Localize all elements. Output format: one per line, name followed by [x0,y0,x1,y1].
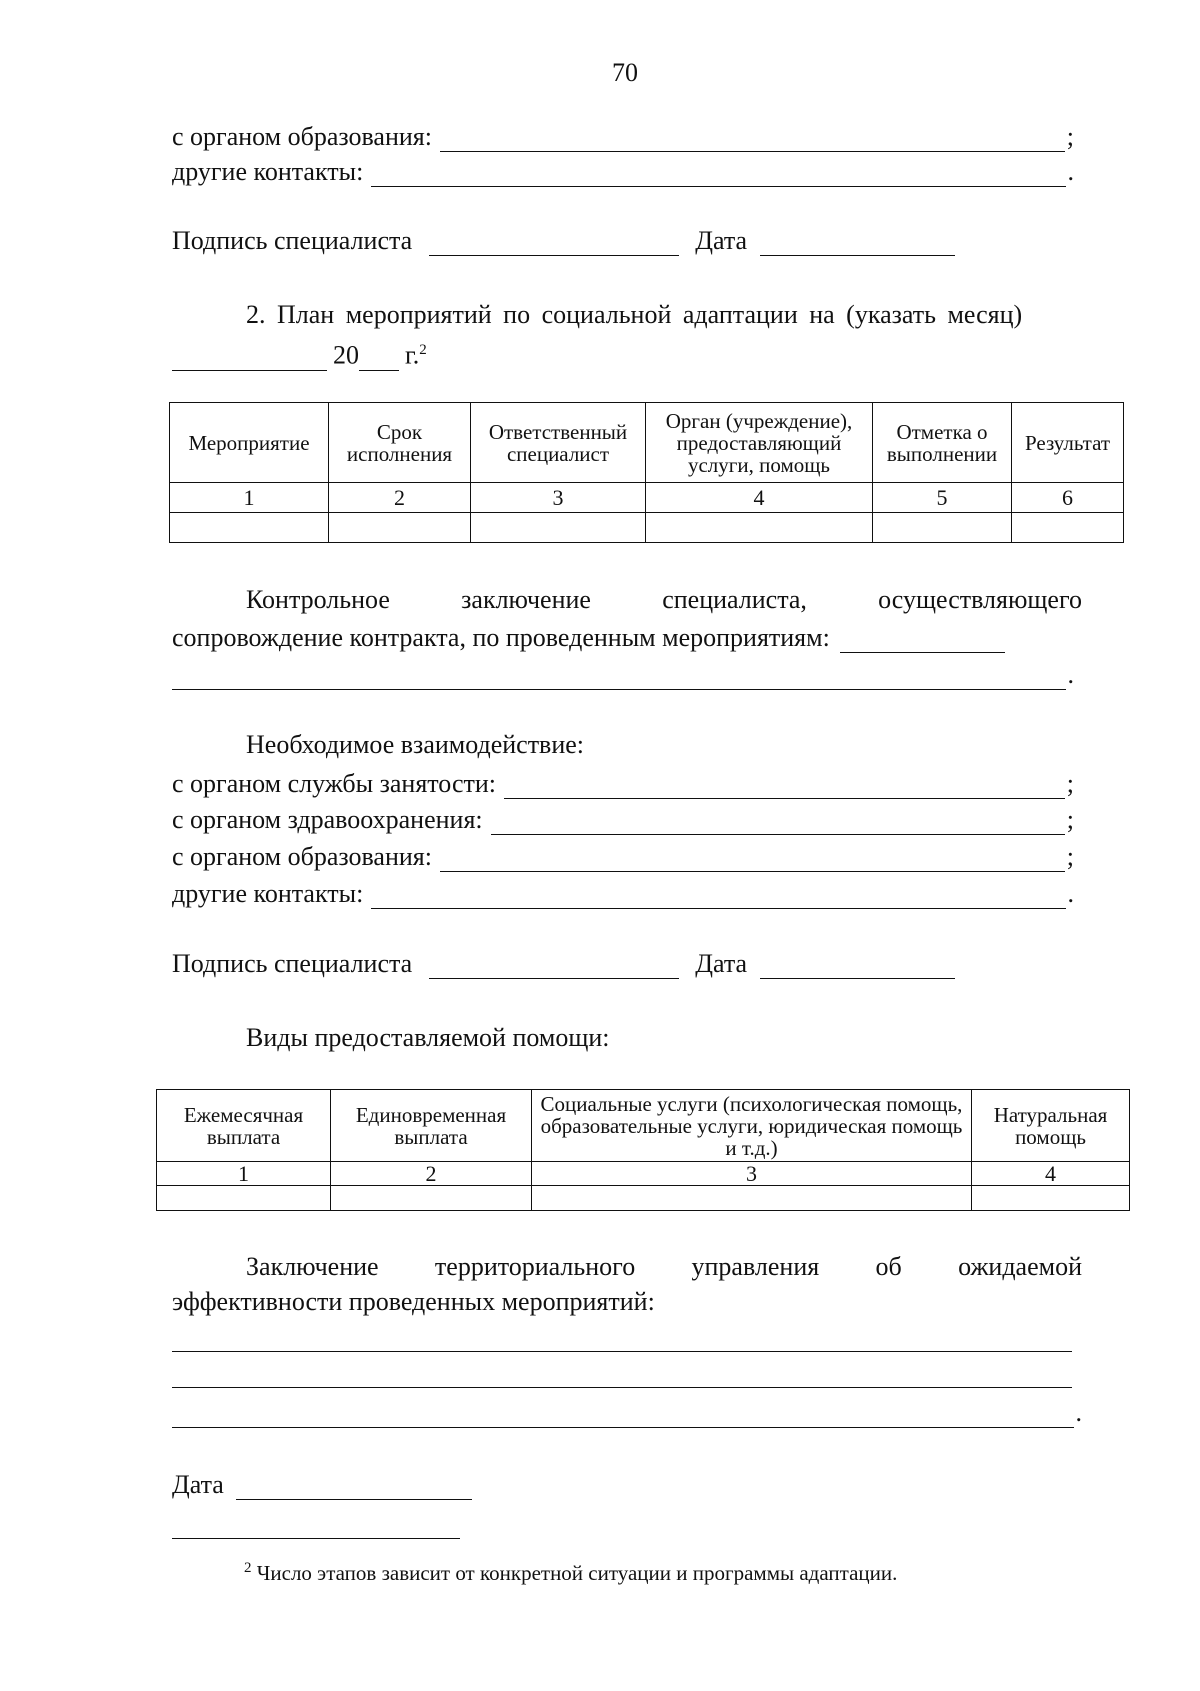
education-contact-field[interactable] [440,127,1065,152]
interaction-label: с органом службы занятости: [172,769,496,798]
other-contacts-line [172,157,1074,187]
date-field[interactable] [236,1475,472,1500]
table-cell[interactable] [1012,513,1124,543]
header-cell: Натуральная помощь [972,1090,1130,1162]
footnote [244,1553,897,1588]
punctuation: . [1067,879,1074,908]
control-conclusion-line1: Контрольное заключение специалиста, осуществляющего [246,585,1082,614]
other-contacts-label: другие контакты: [172,157,364,186]
number-cell: 4 [646,483,873,513]
plan-heading: 2. План мероприятий по социальной адаптации на (указать месяц) [246,300,1023,329]
header-cell: Отметка о выполнении [873,403,1012,483]
conclusion-field-1[interactable] [172,1351,1072,1352]
table-cell[interactable] [329,513,471,543]
punctuation: ; [1066,805,1074,834]
year-field[interactable] [359,346,399,371]
number-cell: 1 [170,483,329,513]
interaction-label: с органом образования: [172,842,432,871]
signature-label: Подпись специалиста [172,226,413,255]
conclusion-field-2[interactable] [172,1387,1072,1388]
month-field[interactable] [172,346,327,371]
signature-field[interactable] [429,954,679,979]
control-conclusion-line3 [172,660,1074,690]
punctuation: . [1067,660,1074,689]
date-field[interactable] [760,231,955,256]
table-number-row [157,1162,1130,1186]
footnote-text: Число этапов зависит от конкретной ситуации и программы адаптации. [256,1561,898,1585]
number-cell: 3 [532,1162,972,1186]
interaction-field[interactable] [504,774,1065,799]
territorial-conclusion-line1: Заключение территориального управления об ожидаемой [246,1252,1082,1281]
table-number-row [170,483,1124,513]
header-cell: Срок исполнения [329,403,471,483]
control-conclusion-field-2[interactable] [172,665,1066,690]
header-cell: Мероприятие [170,403,329,483]
table-cell[interactable] [331,1186,532,1211]
conclusion-line-3 [172,1398,1082,1428]
header-cell: Результат [1012,403,1124,483]
footnote-mark: 2 [244,1560,252,1576]
signature-label: Подпись специалиста [172,949,413,978]
table-cell[interactable] [157,1186,331,1211]
control-conclusion-field[interactable] [840,628,1005,653]
education-contact-line [172,122,1074,152]
punctuation: ; [1066,842,1074,871]
table-row [157,1186,1130,1211]
table-cell[interactable] [972,1186,1130,1211]
plan-period [172,335,427,371]
number-cell: 5 [873,483,1012,513]
signature-line [172,226,955,256]
signature-line-2 [172,949,955,979]
date-label: Дата [695,226,748,255]
year-prefix: 20 [333,340,359,370]
punctuation: ; [1066,769,1074,798]
header-cell: Ежемесячная выплата [157,1090,331,1162]
date-label: Дата [172,1470,224,1499]
number-cell: 1 [157,1162,331,1186]
date-label: Дата [695,949,748,978]
other-contacts-field[interactable] [371,162,1065,187]
page-number: 70 [612,58,638,87]
header-cell: Социальные услуги (психологическая помощь, образовательные услуги, юридическая помощь и т.д.) [532,1090,972,1162]
punctuation: ; [1066,122,1074,151]
table-cell[interactable] [471,513,646,543]
interaction-health [172,805,1074,835]
interaction-label: другие контакты: [172,879,364,908]
table-cell[interactable] [170,513,329,543]
aid-heading: Виды предоставляемой помощи: [246,1023,610,1052]
interaction-employment [172,769,1074,799]
number-cell: 2 [331,1162,532,1186]
table-header-row [157,1090,1130,1162]
education-contact-label: с органом образования: [172,122,432,151]
conclusion-field-3[interactable] [172,1403,1074,1428]
interaction-other [172,879,1074,909]
control-conclusion-label: сопровождение контракта, по проведенным мероприятиям: [172,623,830,652]
activities-table [169,402,1124,543]
table-row [170,513,1124,543]
interaction-education [172,842,1074,872]
final-date-line [172,1470,472,1500]
punctuation: . [1067,157,1074,186]
number-cell: 4 [972,1162,1130,1186]
table-cell[interactable] [646,513,873,543]
table-cell[interactable] [873,513,1012,543]
number-cell: 2 [329,483,471,513]
year-suffix: г. [405,340,420,370]
interaction-field[interactable] [440,847,1065,872]
number-cell: 6 [1012,483,1124,513]
interaction-field[interactable] [371,884,1065,909]
interaction-label: с органом здравоохранения: [172,805,483,834]
punctuation: . [1075,1398,1082,1427]
header-cell: Единовременная выплата [331,1090,532,1162]
interaction-heading: Необходимое взаимодействие: [246,730,585,759]
table-cell[interactable] [532,1186,972,1211]
footnote-separator [172,1538,460,1539]
aid-table [156,1089,1130,1211]
control-conclusion-line2 [172,623,1005,653]
table-header-row [170,403,1124,483]
footnote-ref: 2 [419,342,427,358]
number-cell: 3 [471,483,646,513]
date-field[interactable] [760,954,955,979]
header-cell: Орган (учреждение), предоставляющий услуги, помощь [646,403,873,483]
header-cell: Ответственный специалист [471,403,646,483]
interaction-field[interactable] [491,810,1065,835]
territorial-conclusion-line2: эффективности проведенных мероприятий: [172,1287,655,1316]
signature-field[interactable] [429,231,679,256]
